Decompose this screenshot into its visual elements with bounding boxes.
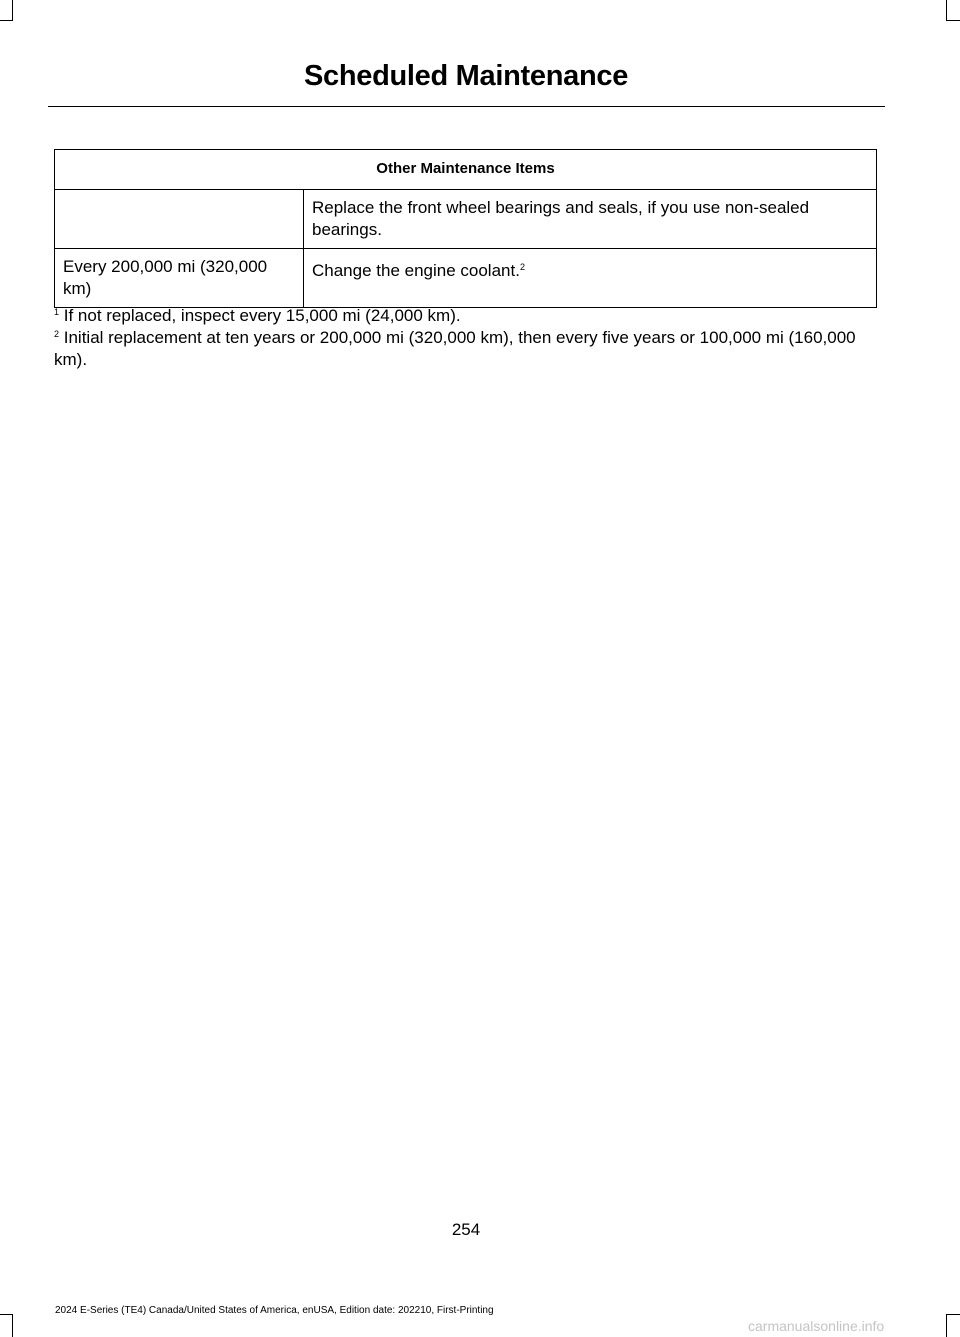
interval-cell — [55, 190, 304, 249]
interval-cell: Every 200,000 mi (320,000 km) — [55, 249, 304, 308]
action-text: Change the engine coolant. — [312, 261, 520, 280]
footnotes — [54, 305, 874, 371]
crop-mark — [0, 1314, 13, 1315]
footnote-text: If not replaced, inspect every 15,000 mi (24,000 km). — [59, 306, 461, 325]
footnote-mark: 2 — [54, 329, 60, 339]
footnote — [54, 305, 874, 327]
action-text: Replace the front wheel bearings and seals, if you use non-sealed bearings. — [312, 198, 810, 239]
maintenance-table — [54, 149, 877, 308]
page-title: Scheduled Maintenance — [303, 60, 629, 92]
crop-mark — [0, 20, 13, 21]
footnote — [54, 327, 874, 371]
crop-mark — [946, 20, 960, 21]
crop-mark — [946, 1314, 947, 1337]
table-row — [55, 249, 877, 308]
table-heading: Other Maintenance Items — [55, 150, 877, 190]
table-header-row — [55, 150, 877, 190]
action-cell — [304, 249, 877, 308]
crop-mark — [946, 1314, 960, 1315]
title-divider — [48, 106, 885, 107]
crop-mark — [12, 0, 13, 20]
watermark: carmanualsonline.info — [748, 1318, 885, 1334]
page-number: 254 — [451, 1220, 481, 1239]
footnote-text: Initial replacement at ten years or 200,000 mi (320,000 km), then every five years or 100,000 mi (160,000 km). — [54, 328, 856, 369]
crop-mark — [12, 1314, 13, 1337]
footnote-reference: 2 — [519, 262, 525, 272]
table-row — [55, 190, 877, 249]
action-cell — [304, 190, 877, 249]
footnote-mark: 1 — [54, 307, 60, 317]
crop-mark — [946, 0, 947, 20]
edition-info: 2024 E-Series (TE4) Canada/United States of America, enUSA, Edition date: 202210, First-Printing — [55, 1305, 494, 1316]
